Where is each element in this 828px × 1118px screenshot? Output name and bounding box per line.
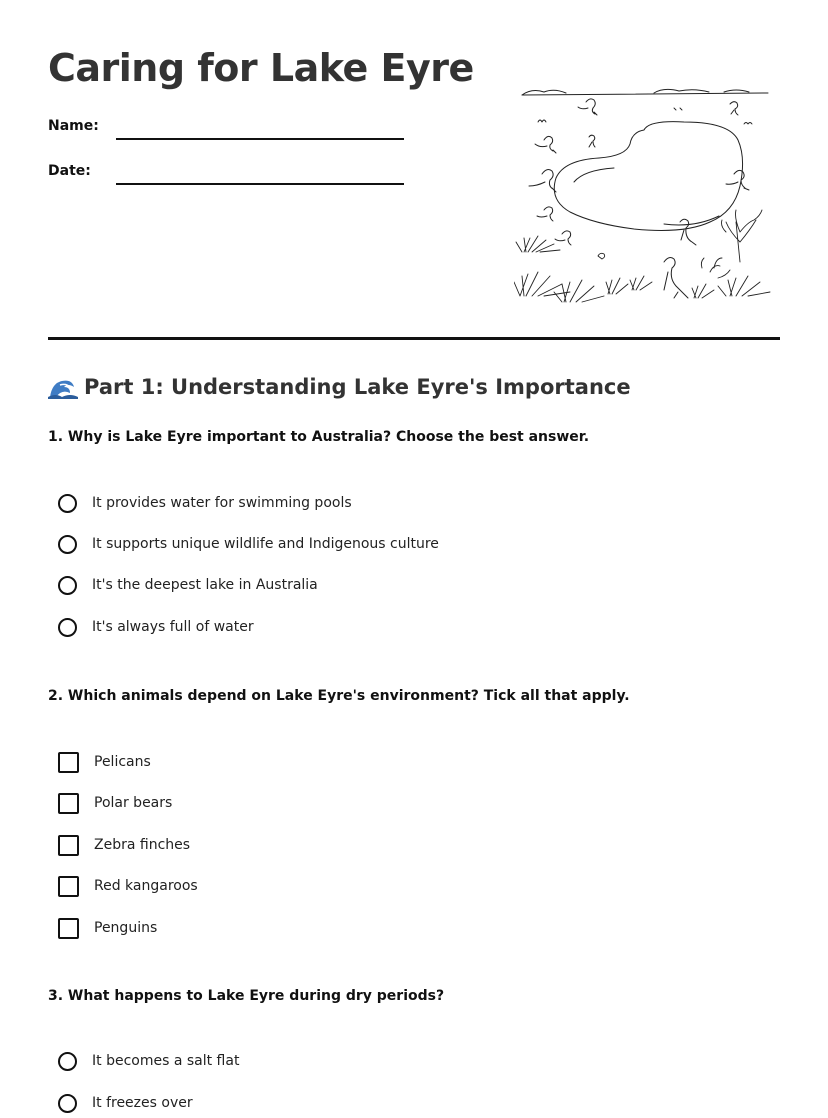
radio-button[interactable]: [58, 494, 77, 513]
date-line[interactable]: [116, 183, 404, 185]
checkbox[interactable]: [58, 752, 79, 773]
q2-option-3[interactable]: [58, 833, 190, 857]
question-1: 1. Why is Lake Eyre important to Australia? Choose the best answer.: [48, 429, 590, 445]
option-label: It becomes a salt flat: [92, 1053, 240, 1069]
question-3: 3. What happens to Lake Eyre during dry periods?: [48, 988, 445, 1004]
radio-button[interactable]: [58, 1094, 77, 1113]
worksheet-title: Caring for Lake Eyre: [48, 46, 474, 90]
option-label: It provides water for swimming pools: [92, 495, 352, 511]
q2-option-5[interactable]: [58, 916, 157, 940]
option-label: Zebra finches: [94, 837, 191, 853]
part1-heading-text: Part 1: Understanding Lake Eyre's Importance: [84, 375, 631, 399]
option-label: Pelicans: [94, 754, 151, 770]
option-label: It supports unique wildlife and Indigenous culture: [92, 536, 439, 552]
radio-button[interactable]: [58, 576, 77, 595]
checkbox[interactable]: [58, 835, 79, 856]
checkbox[interactable]: [58, 876, 79, 897]
q3-option-2[interactable]: [58, 1091, 193, 1115]
checkbox[interactable]: [58, 793, 79, 814]
option-label: Red kangaroos: [94, 878, 198, 894]
radio-button[interactable]: [58, 535, 77, 554]
section-divider: [48, 337, 780, 340]
option-label: It's always full of water: [92, 619, 254, 635]
option-label: Penguins: [94, 920, 158, 936]
q3-option-1[interactable]: [58, 1049, 239, 1073]
option-label: It's the deepest lake in Australia: [92, 577, 318, 593]
q2-option-4[interactable]: [58, 874, 198, 898]
name-label: Name:: [48, 118, 99, 134]
name-line[interactable]: [116, 138, 404, 140]
checkbox[interactable]: [58, 918, 79, 939]
question-2: 2. Which animals depend on Lake Eyre's environment? Tick all that apply.: [48, 688, 630, 704]
q2-option-1[interactable]: [58, 750, 151, 774]
q1-option-4[interactable]: [58, 615, 254, 639]
part1-heading: [48, 375, 631, 399]
radio-button[interactable]: [58, 1052, 77, 1071]
q1-option-3[interactable]: [58, 573, 318, 597]
date-label: Date:: [48, 163, 91, 179]
option-label: It freezes over: [92, 1095, 193, 1111]
radio-button[interactable]: [58, 618, 77, 637]
q1-option-1[interactable]: [58, 491, 352, 515]
option-label: Polar bears: [94, 795, 173, 811]
q2-option-2[interactable]: [58, 791, 172, 815]
q1-option-2[interactable]: [58, 532, 439, 556]
lake-eyre-illustration: [514, 82, 776, 314]
wave-icon: [48, 375, 78, 399]
